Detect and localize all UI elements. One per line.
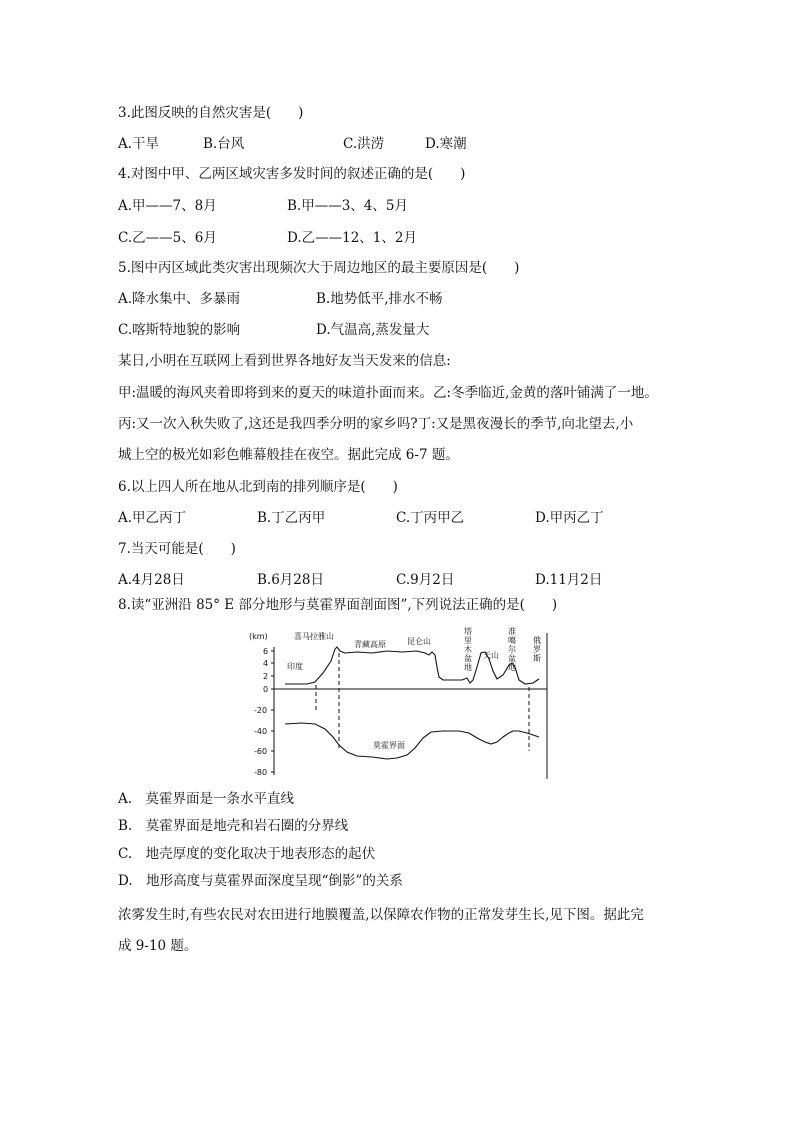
q4-option-d: D.乙——12、1、2月 <box>287 230 417 246</box>
q3-option-c: C.洪涝 <box>343 136 385 152</box>
q8-option-c: C. 地壳厚度的变化取决于地表形态的起伏 <box>118 846 376 862</box>
svg-text:地: 地 <box>464 663 472 672</box>
question-7-stem: 7.当天可能是( ) <box>118 541 236 557</box>
label-india: 印度 <box>287 662 303 671</box>
svg-text:俄: 俄 <box>533 636 541 645</box>
y-unit: (km) <box>249 632 268 641</box>
svg-text:噶: 噶 <box>508 636 516 645</box>
q7-option-a: A.4月28日 <box>118 572 185 588</box>
passage-line-2: 丙:又一次入秋失败了,这还是我四季分明的家乡吗?丁:又是黑夜漫长的季节,向北望去,小 <box>118 416 634 432</box>
svg-text:准: 准 <box>508 627 516 636</box>
svg-text:塔: 塔 <box>464 627 472 636</box>
moho-profile-figure <box>247 625 549 779</box>
svg-text:地: 地 <box>508 663 516 672</box>
passage-intro: 某日,小明在互联网上看到世界各地好友当天发来的信息: <box>118 353 451 369</box>
q8-option-a: A. 莫霍界面是一条水平直线 <box>118 791 295 807</box>
q3-option-b: B.台风 <box>203 136 245 152</box>
question-3-stem: 3.此图反映的自然灾害是( ) <box>118 105 304 121</box>
question-4-stem: 4.对图中甲、乙两区域灾害多发时间的叙述正确的是( ) <box>118 166 466 182</box>
svg-text:里: 里 <box>464 636 472 645</box>
label-tarim <box>464 626 472 672</box>
tick-neg80: -80 <box>254 768 268 777</box>
label-himalaya: 喜马拉雅山 <box>294 632 334 641</box>
label-tianshan: 天山 <box>483 651 499 660</box>
label-russia <box>533 635 541 663</box>
q5-option-a: A.降水集中、多暴雨 <box>118 291 241 307</box>
q7-option-c: C.9月2日 <box>396 572 455 588</box>
passage-9-10-line-2: 成 9-10 题。 <box>118 938 198 954</box>
question-5-stem: 5.图中丙区域此类灾害出现频次大于周边地区的最主要原因是( ) <box>118 260 520 276</box>
q5-option-d: D.气温高,蒸发量大 <box>316 322 430 338</box>
q3-option-d: D.寒潮 <box>425 136 467 152</box>
q6-option-c: C.丁丙甲乙 <box>396 510 465 526</box>
passage-line-1: 甲:温暖的海风夹着即将到来的夏天的味道扑面而来。乙:冬季临近,金黄的落叶铺满了一地。 <box>118 385 658 401</box>
tick-neg60: -60 <box>254 747 268 756</box>
label-kunlun: 昆仑山 <box>407 637 431 646</box>
q6-option-d: D.甲丙乙丁 <box>535 510 604 526</box>
question-6-stem: 6.以上四人所在地从北到南的排列顺序是( ) <box>118 479 398 495</box>
svg-text:罗: 罗 <box>533 645 541 654</box>
tick-2: 2 <box>263 672 269 681</box>
svg-text:盆: 盆 <box>508 654 516 663</box>
q8-option-d: D. 地形高度与莫霍界面深度呈现“倒影”的关系 <box>118 873 403 889</box>
q4-option-b: B.甲——3、4、5月 <box>287 198 408 214</box>
q7-option-d: D.11月2日 <box>535 572 603 588</box>
label-junggar <box>508 626 516 672</box>
svg-text:木: 木 <box>464 645 472 654</box>
tick-4: 4 <box>263 659 269 668</box>
question-8-stem: 8.读“亚洲沿 85° E 部分地形与莫霍界面剖面图”,下列说法正确的是( ) <box>118 597 558 613</box>
q6-option-a: A.甲乙丙丁 <box>118 510 187 526</box>
label-tibet: 青藏高原 <box>354 640 386 649</box>
moho-profile <box>285 723 539 759</box>
q3-option-a: A.干旱 <box>118 136 160 152</box>
q6-option-b: B.丁乙丙甲 <box>257 510 326 526</box>
tick-neg40: -40 <box>254 727 268 736</box>
svg-text:尔: 尔 <box>508 645 516 654</box>
tick-neg20: -20 <box>254 706 268 715</box>
tick-0: 0 <box>263 685 269 694</box>
tick-6: 6 <box>263 647 269 656</box>
q5-option-c: C.喀斯特地貌的影响 <box>118 322 241 338</box>
q8-option-b: B. 莫霍界面是地壳和岩石圈的分界线 <box>118 818 349 834</box>
passage-line-3: 城上空的极光如彩色帷幕般挂在夜空。据此完成 6-7 题。 <box>118 447 459 463</box>
label-moho: 莫霍界面 <box>373 741 405 750</box>
q4-option-c: C.乙——5、6月 <box>118 230 217 246</box>
q5-option-b: B.地势低平,排水不畅 <box>316 291 443 307</box>
passage-9-10-line-1: 浓雾发生时,有些农民对农田进行地膜覆盖,以保障农作物的正常发芽生长,见下图。据此完 <box>118 907 644 923</box>
terrain-profile <box>285 647 539 684</box>
svg-text:斯: 斯 <box>533 654 541 663</box>
q4-option-a: A.甲——7、8月 <box>118 198 217 214</box>
svg-text:盆: 盆 <box>464 654 472 663</box>
q7-option-b: B.6月28日 <box>257 572 324 588</box>
